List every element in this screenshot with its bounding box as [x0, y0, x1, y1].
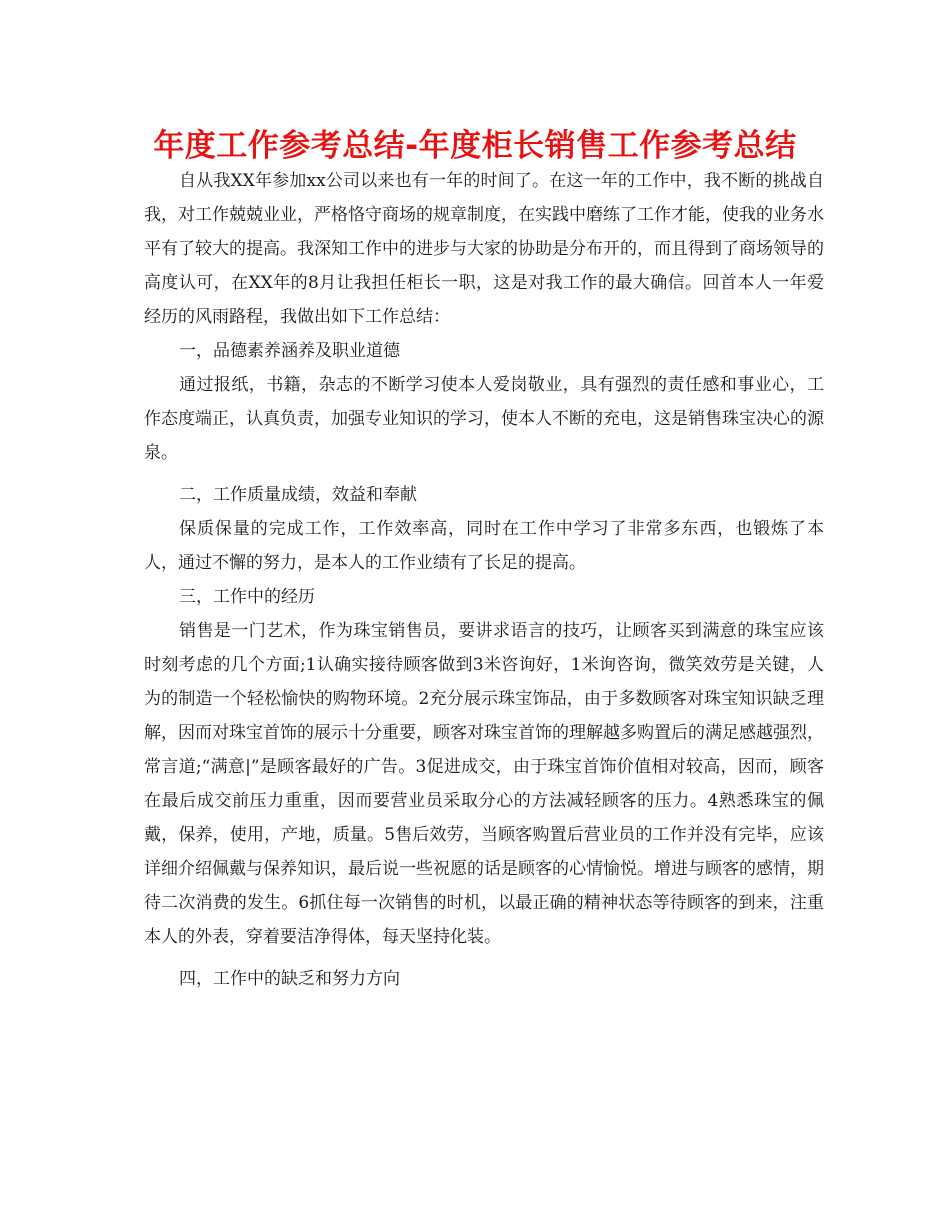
- section-heading-1: 一，品德素养涵养及职业道德: [179, 341, 400, 361]
- section-body-1: 通过报纸，书籍，杂志的不断学习使本人爱岗敬业，具有强烈的责任感和事业心，工作态度端正，认真负责，加强专业知识的学习，使本人不断的充电，这是销售珠宝决心的源泉。: [144, 375, 824, 463]
- section-heading-2: 二，工作质量成绩，效益和奉献: [179, 485, 417, 505]
- document-title: 年度工作参考总结-年度柜长销售工作参考总结: [153, 128, 797, 164]
- section-body-3: 销售是一门艺术，作为珠宝销售员，要讲求语言的技巧，让顾客买到满意的珠宝应该时刻考虑的几个方面;1认确实接待顾客做到3米咨询好，1米询咨询，微笑效劳是关键，人为的制造一个轻松愉快的购物环境。2充分展示珠宝饰品，由于多数顾客对珠宝知识缺乏理解，因而对珠宝首饰的展示十分重要，顾客对珠宝首饰的理解越多购置后的满足感越强烈，常言道;“满意|”是顾客最好的广告。3促进成交，由于珠宝首饰价值相对较高，因而，顾客在最后成交前压力重重，因而要营业员采取分心的方法减轻顾客的压力。4熟悉珠宝的佩戴，保养，使用，产地，质量。5售后效劳，当顾客购置后营业员的工作并没有完毕，应该详细介绍佩戴与保养知识，最后说一些祝愿的话是顾客的心情愉悦。增进与顾客的感情，期待二次消费的发生。6抓住每一次销售的时机，以最正确的精神状态等待顾客的到来，注重本人的外表，穿着要洁净得体，每天坚持化装。: [144, 621, 824, 947]
- document-body: [144, 164, 824, 996]
- section-heading-3: 三，工作中的经历: [179, 587, 315, 607]
- intro-paragraph: 自从我XX年参加xx公司以来也有一年的时间了。在这一年的工作中，我不断的挑战自我，对工作兢兢业业，严格恪守商场的规章制度，在实践中磨练了工作才能，使我的业务水平有了较大的提高。我深知工作中的进步与大家的协助是分布开的，而且得到了商场领导的高度认可，在XX年的8月让我担任柜长一职，这是对我工作的最大确信。回首本人一年爱经历的风雨路程，我做出如下工作总结：: [144, 171, 824, 327]
- section-heading-4: 四，工作中的缺乏和努力方向: [179, 969, 400, 989]
- section-body-2: 保质保量的完成工作，工作效率高，同时在工作中学习了非常多东西，也锻炼了本人，通过不懈的努力，是本人的工作业绩有了长足的提高。: [144, 519, 824, 573]
